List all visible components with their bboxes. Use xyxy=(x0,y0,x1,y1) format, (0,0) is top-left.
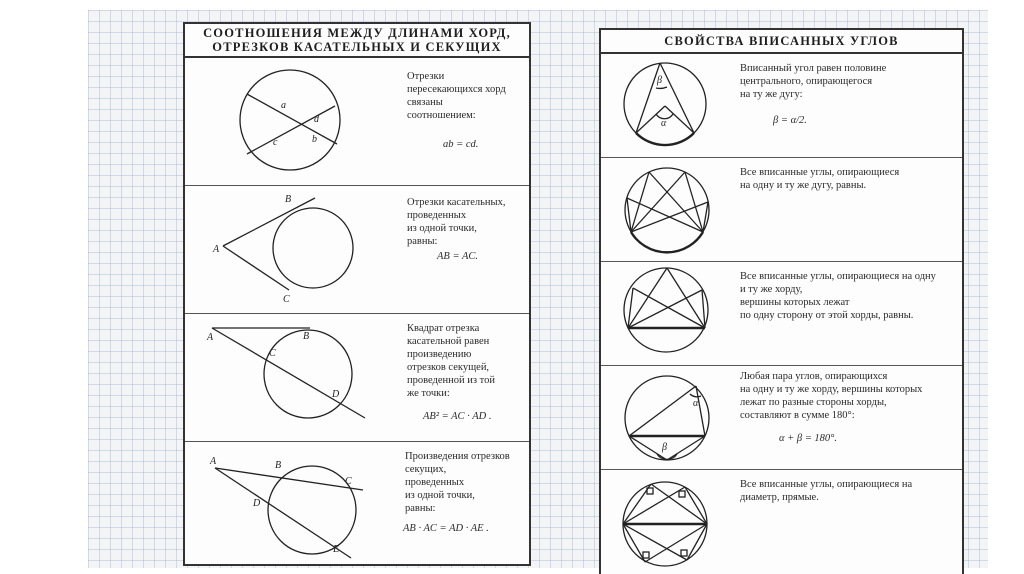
inscribed-central-text: Вписанный угол равен половине центрального, опирающегося на ту же дугу: xyxy=(740,63,887,100)
chords-tangents-secants-table xyxy=(183,22,531,566)
intersecting-chords-row xyxy=(185,58,529,186)
tangents-text: Отрезки касательных, проведенных из одной точки, равны: xyxy=(407,197,506,247)
opposite-sides-row xyxy=(601,366,962,470)
inscribed-central-row xyxy=(601,54,962,158)
inscribed-angles-table xyxy=(599,28,964,574)
same-chord-same-side-diagram xyxy=(601,262,731,366)
label-beta: β xyxy=(662,442,667,453)
tangents-diagram xyxy=(185,186,395,314)
label-D: D xyxy=(253,498,261,509)
intersecting-chords-diagram xyxy=(185,58,395,186)
label-a: a xyxy=(281,100,286,111)
label-A: A xyxy=(207,332,214,343)
same-chord-same-side-row xyxy=(601,262,962,366)
label-C: C xyxy=(269,348,276,359)
diameter-row xyxy=(601,470,962,574)
left-panel-title: СООТНОШЕНИЯ МЕЖДУ ДЛИНАМИ ХОРД, ОТРЕЗКОВ КАСАТЕЛЬНЫХ И СЕКУЩИХ xyxy=(185,24,529,58)
same-chord-same-side-text: Все вписанные углы, опирающиеся на одну и ту же хорду, вершины которых лежат по одну сторону от этой хорды, равны. xyxy=(740,271,936,321)
same-arc-text: Все вписанные углы, опирающиеся на одну и ту же дугу, равны. xyxy=(740,167,900,191)
label-c: c xyxy=(273,137,278,148)
two-secants-row xyxy=(185,442,529,568)
inscribed-central-diagram xyxy=(601,54,731,158)
tangent-secant-formula: AB² = AC · AD . xyxy=(423,411,492,422)
label-A: A xyxy=(213,244,220,255)
same-arc-row xyxy=(601,158,962,262)
diameter-text: Все вписанные углы, опирающиеся на диаметр, прямые. xyxy=(740,479,913,503)
label-B: B xyxy=(303,331,310,342)
label-C: C xyxy=(283,294,290,305)
right-panel-title: СВОЙСТВА ВПИСАННЫХ УГЛОВ xyxy=(601,30,962,54)
label-alpha: α xyxy=(661,118,667,129)
label-alpha: α xyxy=(693,398,699,409)
label-d: d xyxy=(314,114,319,125)
tangent-secant-diagram xyxy=(185,314,400,442)
label-B: B xyxy=(275,460,282,471)
label-D: D xyxy=(332,389,340,400)
tangents-row xyxy=(185,186,529,314)
intersecting-chords-formula: ab = cd. xyxy=(443,139,479,150)
notebook-page xyxy=(88,10,988,568)
opposite-sides-diagram xyxy=(601,366,731,470)
opposite-sides-formula: α + β = 180°. xyxy=(779,433,837,444)
tangent-secant-row xyxy=(185,314,529,442)
label-beta: β xyxy=(657,75,662,86)
two-secants-formula: AB · AC = AD · AE . xyxy=(403,523,489,534)
inscribed-central-formula: β = α/2. xyxy=(773,115,807,126)
two-secants-text: Произведения отрезков секущих, проведенных из одной точки, равны: xyxy=(405,451,510,514)
diameter-diagram xyxy=(601,470,731,574)
tangents-formula: AB = AC. xyxy=(437,251,479,262)
label-B: B xyxy=(285,194,292,205)
tangent-secant-text: Квадрат отрезка касательной равен произведению отрезков секущей, проведенной из той же точки: xyxy=(407,323,495,399)
intersecting-chords-text: Отрезки пересекающихся хорд связаны соотношением: xyxy=(407,71,506,121)
same-arc-diagram xyxy=(601,158,731,262)
label-A: A xyxy=(210,456,217,467)
opposite-sides-text: Любая пара углов, опирающихся на одну и ту же хорду, вершины которых лежат по разные стороны хорды, составляют в сумме 180°: xyxy=(740,371,923,421)
label-b: b xyxy=(312,134,317,145)
label-C: C xyxy=(345,476,352,487)
label-E: E xyxy=(333,544,340,555)
two-secants-diagram xyxy=(185,442,400,568)
